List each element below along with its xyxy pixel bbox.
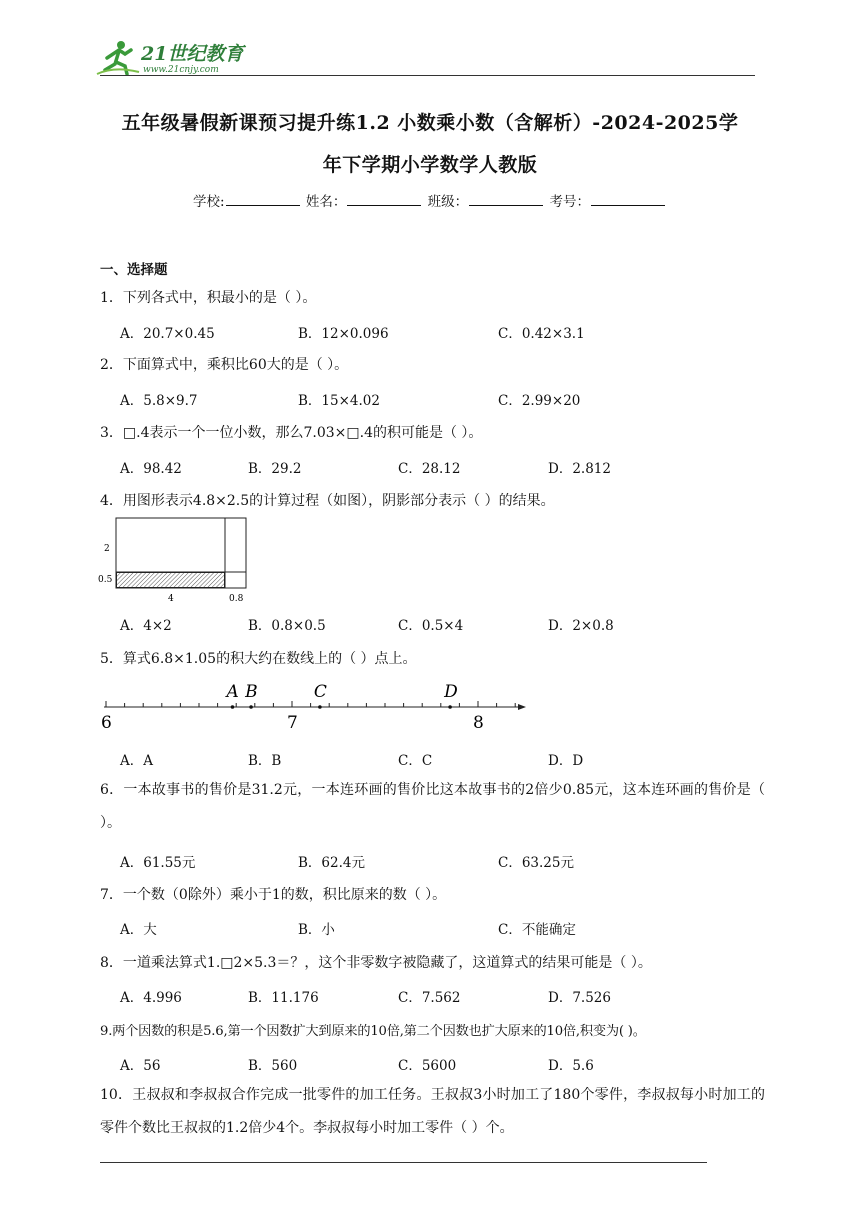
- q4-option-a[interactable]: A．4×2: [120, 618, 172, 634]
- question-2: 2．下面算式中，乘积比60大的是（ ）。: [100, 357, 349, 373]
- q8-option-c[interactable]: C．7.562: [398, 990, 461, 1006]
- q7-option-b[interactable]: B．小: [298, 922, 335, 938]
- logo-url: www.21cnjy.com: [143, 65, 219, 75]
- q2-option-a[interactable]: A．5.8×9.7: [120, 393, 198, 409]
- name-blank[interactable]: [347, 193, 421, 206]
- q8-option-b[interactable]: B．11.176: [248, 990, 319, 1006]
- number-line-point-d: [448, 705, 452, 709]
- student-info-line: [0, 190, 860, 210]
- number-line-point-c: [318, 705, 322, 709]
- q9-option-a[interactable]: A．56: [120, 1058, 161, 1074]
- number-line-label: 7: [287, 713, 298, 733]
- number-line-point-label-c: C: [313, 682, 327, 702]
- question-6: 6．一本故事书的售价是31.2元，一本连环画的售价比这本故事书的2倍少0.85元，这本连环画的售价是（ ）。: [100, 782, 765, 831]
- figure-label-2: 2: [104, 544, 110, 554]
- school-blank[interactable]: [226, 193, 300, 206]
- section-heading: 一、选择题: [100, 262, 168, 278]
- q3-option-a[interactable]: A．98.42: [120, 461, 182, 477]
- q1-option-b[interactable]: B．12×0.096: [298, 326, 389, 342]
- logo: [95, 38, 265, 78]
- document-title-line-1: 五年级暑假新课预习提升练1.2 小数乘小数（含解析）-2024-2025学: [121, 112, 739, 134]
- number-line-label: 8: [473, 713, 484, 733]
- name-label: 姓名：: [305, 194, 347, 210]
- q8-option-a[interactable]: A．4.996: [120, 990, 182, 1006]
- figure-label-0.5: 0.5: [98, 575, 113, 585]
- number-line-point-a: [231, 705, 235, 709]
- question-3: 3．□.4表示一个一位小数，那么7.03×□.4的积可能是（ ）。: [100, 425, 483, 441]
- q8-option-d[interactable]: D．7.526: [548, 990, 611, 1006]
- question-1: 1．下列各式中，积最小的是（ ）。: [100, 290, 317, 306]
- header-rule: [100, 75, 755, 76]
- number-line-point-label-d: D: [444, 682, 458, 702]
- question-10: 10．王叔叔和李叔叔合作完成一批零件的加工任务。王叔叔3小时加工了180个零件，李叔叔每小时加工的零件个数比王叔叔的1.2倍少4个。李叔叔每小时加工零件（ ）个。: [100, 1087, 765, 1136]
- area-model-figure: [96, 512, 256, 606]
- q9-option-c[interactable]: C．5600: [398, 1058, 457, 1074]
- q4-option-b[interactable]: B．0.8×0.5: [248, 618, 326, 634]
- class-blank[interactable]: [469, 193, 543, 206]
- runner-icon: [97, 41, 139, 74]
- q3-option-c[interactable]: C．28.12: [398, 461, 461, 477]
- q4-option-d[interactable]: D．2×0.8: [548, 618, 614, 634]
- class-label: 班级：: [427, 194, 469, 210]
- number-line-point-label-b: B: [245, 682, 258, 702]
- question-5: 5．算式6.8×1.05的积大约在数线上的（ ）点上。: [100, 651, 417, 667]
- question-4: 4．用图形表示4.8×2.5的计算过程（如图），阴影部分表示（ ）的结果。: [100, 493, 555, 509]
- q4-option-c[interactable]: C．0.5×4: [398, 618, 464, 634]
- q1-option-a[interactable]: A．20.7×0.45: [120, 326, 215, 342]
- q6-option-b[interactable]: B．62.4元: [298, 855, 365, 871]
- q5-option-d[interactable]: D．D: [548, 753, 584, 769]
- q6-option-a[interactable]: A．61.55元: [120, 855, 196, 871]
- exam-no-label: 考号：: [549, 194, 590, 210]
- figure-label-0.8: 0.8: [229, 594, 244, 604]
- q5-option-a[interactable]: A．A: [120, 753, 153, 769]
- q9-option-b[interactable]: B．560: [248, 1058, 298, 1074]
- number-line-point-label-a: A: [226, 682, 239, 702]
- figure-label-4: 4: [168, 594, 174, 604]
- q7-option-a[interactable]: A．大: [120, 922, 157, 938]
- question-8: 8．一道乘法算式1.□2×5.3＝？，这个非零数字被隐藏了，这道算式的结果可能是（ ）。: [100, 955, 652, 971]
- q2-option-c[interactable]: C．2.99×20: [498, 393, 581, 409]
- q2-option-b[interactable]: B．15×4.02: [298, 393, 380, 409]
- document-title-line-2: 年下学期小学数学人教版: [322, 154, 538, 176]
- q6-option-c[interactable]: C．63.25元: [498, 855, 574, 871]
- number-line-label: 6: [101, 713, 112, 733]
- exam-no-blank[interactable]: [591, 193, 665, 206]
- q3-option-b[interactable]: B．29.2: [248, 461, 302, 477]
- school-label: 学校:: [193, 194, 225, 210]
- q5-option-b[interactable]: B．B: [248, 753, 282, 769]
- number-line-point-b: [249, 705, 253, 709]
- question-7: 7．一个数（0除外）乘小于1的数，积比原来的数（ ）。: [100, 887, 447, 903]
- q3-option-d[interactable]: D．2.812: [548, 461, 611, 477]
- number-line: [96, 676, 536, 736]
- q9-option-d[interactable]: D．5.6: [548, 1058, 594, 1074]
- number-line-arrow-icon: [518, 704, 526, 710]
- q1-option-c[interactable]: C．0.42×3.1: [498, 326, 585, 342]
- q5-option-c[interactable]: C．C: [398, 753, 433, 769]
- area-model-shaded-region: [117, 573, 225, 588]
- logo-text: 21世纪教育: [141, 43, 244, 65]
- question-9: 9.两个因数的积是5.6,第一个因数扩大到原来的10倍,第二个因数也扩大原来的10倍,积变为( )。: [100, 1024, 646, 1039]
- footer-rule: [100, 1162, 707, 1163]
- q7-option-c[interactable]: C．不能确定: [498, 922, 576, 938]
